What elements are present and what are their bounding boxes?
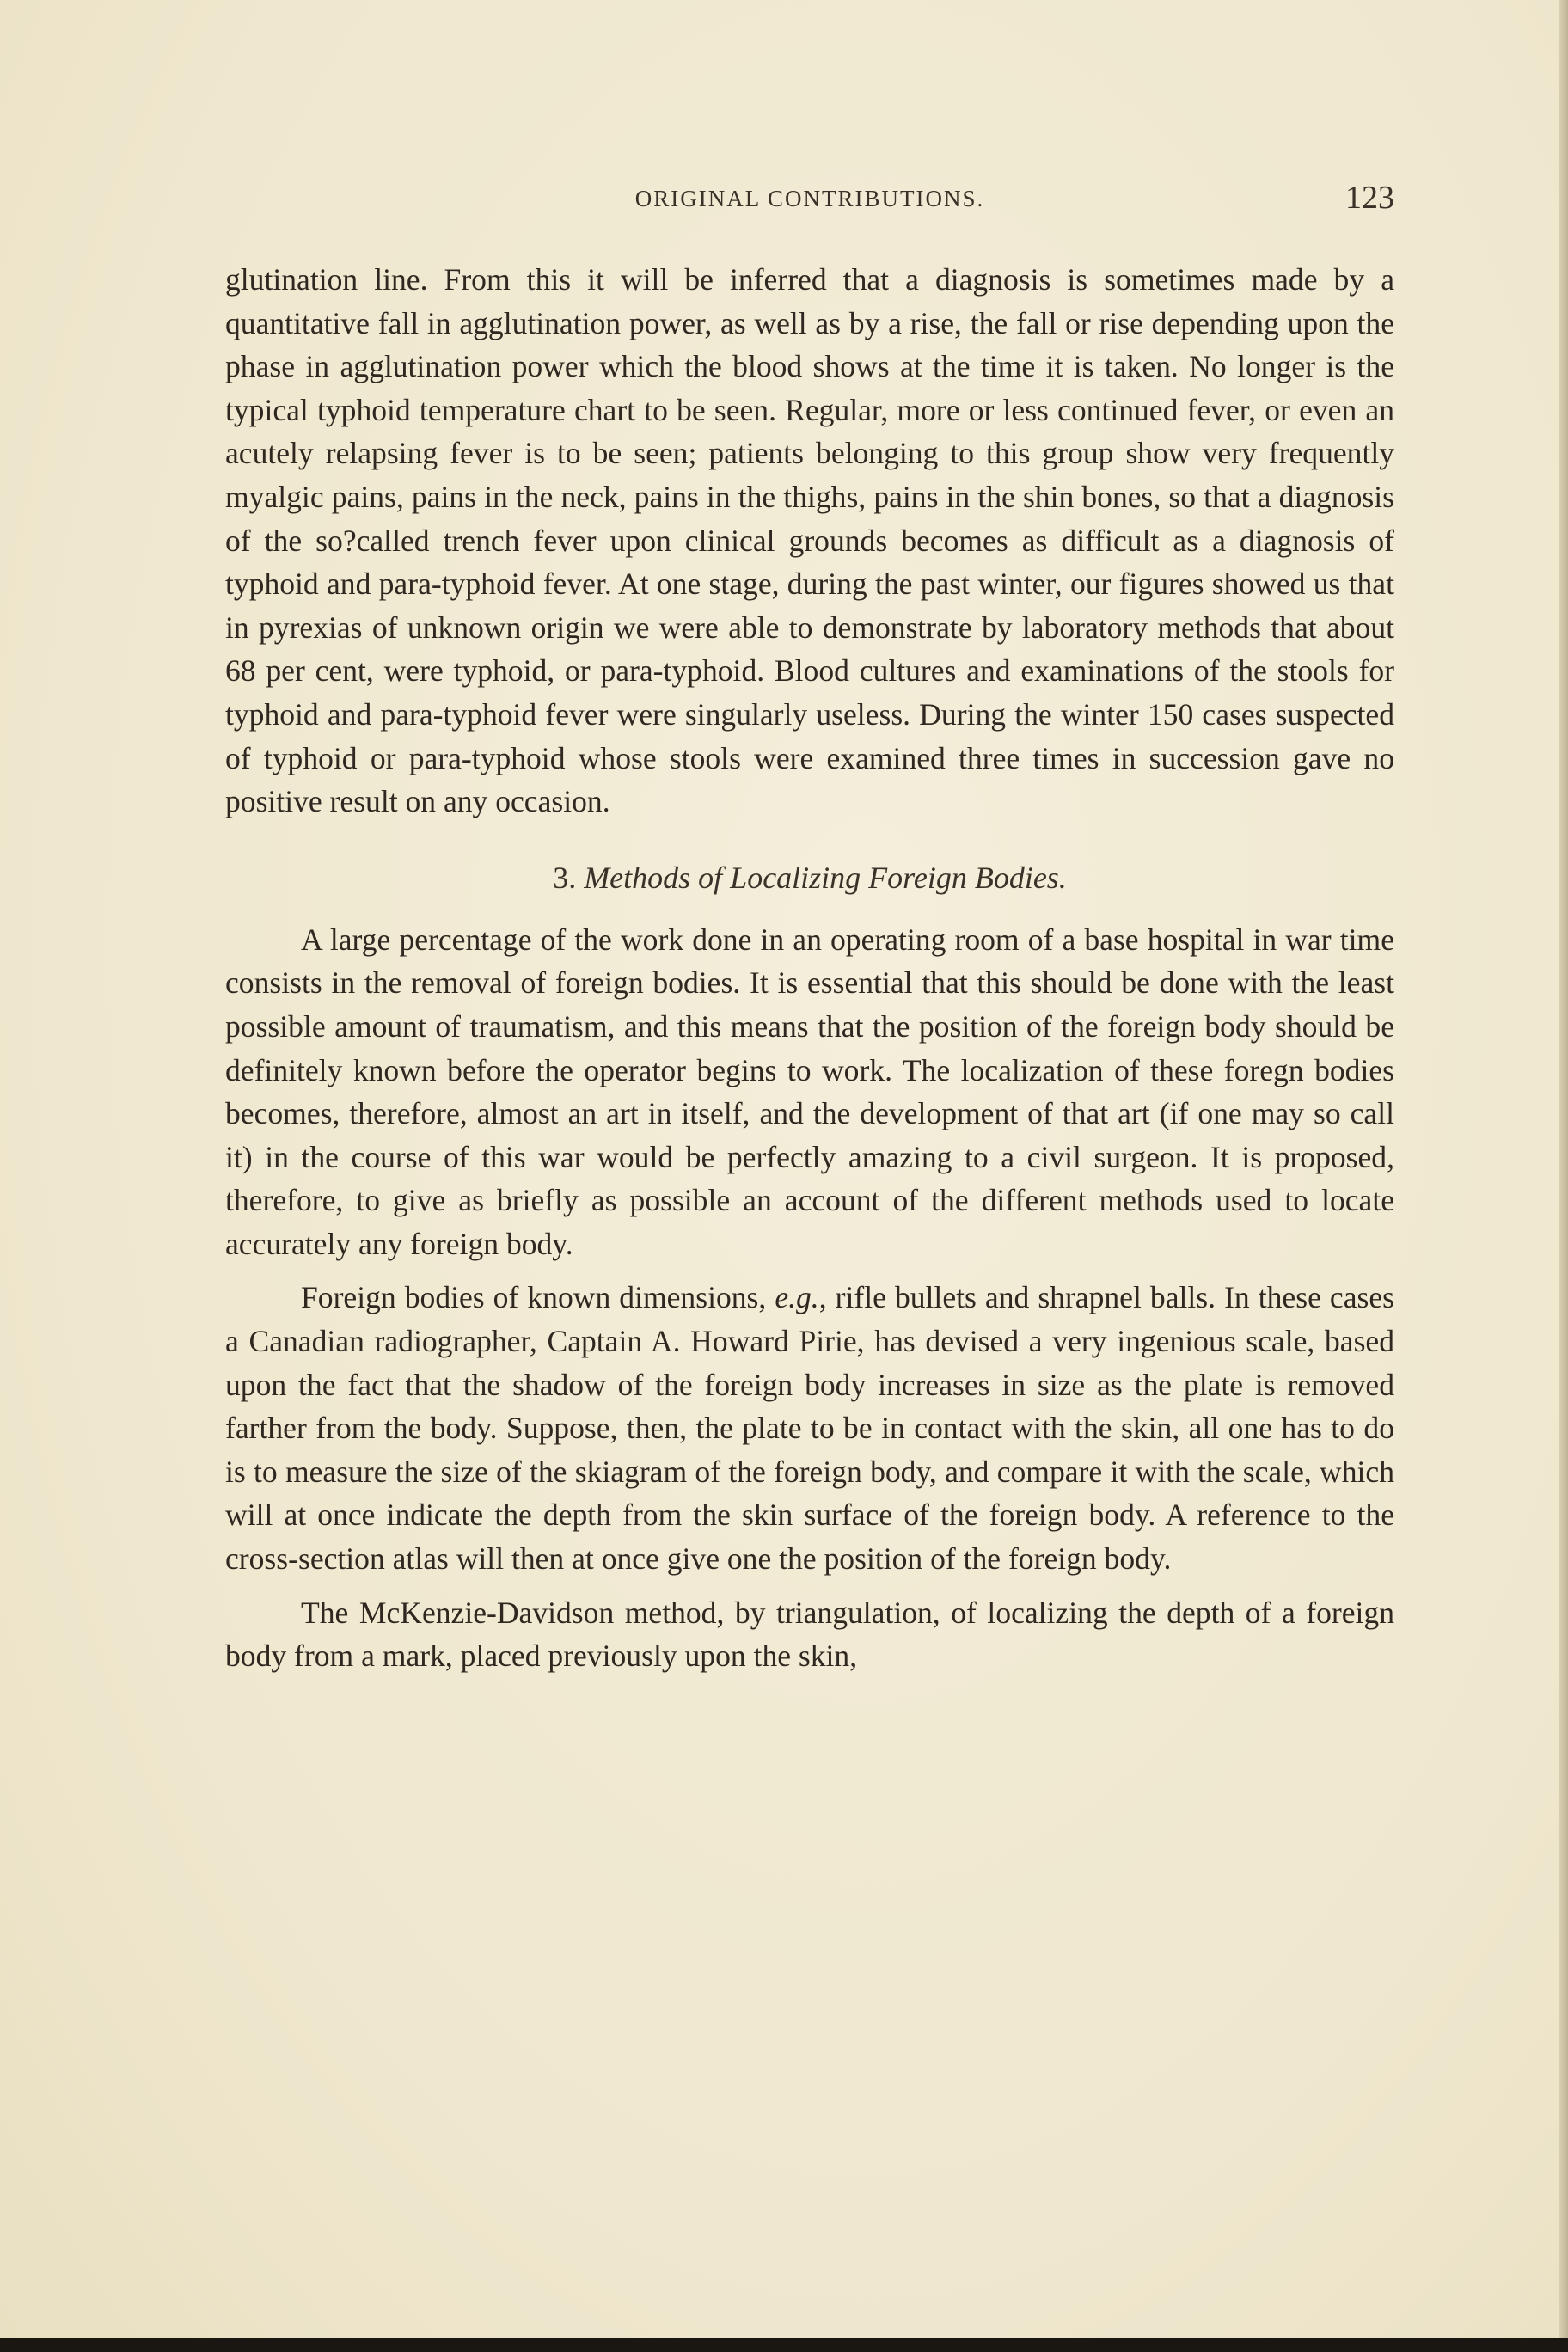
paragraph: A large percentage of the work done in an operating room of a base hospital in war time consists in the removal of foreign bodies. It is essential that this should be done with the least possible amount of traumatism, and this means that the position of the foreign body should be definitely known before the operator begins to work. The localization of these foregn bodies becomes, therefore, almost an art in itself, and the development of that art (if one may so call it) in the course of this war would be perfectly amazing to a civil surgeon. It is proposed, therefore, to give as briefly as possible an account of the different methods used to locate accurately any foreign body. (225, 922, 1394, 1261)
paragraph-italic-text: e.g. (775, 1280, 819, 1315)
paragraph-text: , rifle bullets and shrapnel balls. In these cases a Canadian radiographer, Captain A. Howard Pirie, has devised a very ingenious scale, based upon the fact that the shadow of the foreign body increases in size as the plate is removed farther from the body. Suppose, then, the plate to be in contact with the skin, all one has to do is to measure the size of the skiagram of the foreign body, and compare it with the scale, which will at once indicate the depth from the skin surface of the foreign body. A reference to the cross-section atlas will then at once give one the position of the foreign body. (225, 1280, 1394, 1577)
scan-border (0, 2338, 1568, 2352)
section-number: 3. (553, 860, 577, 895)
section-title: Methods of Localizing Foreign Bodies. (584, 860, 1067, 895)
page-header (225, 179, 1394, 230)
paragraph-text: Foreign bodies of known dimensions, (301, 1280, 775, 1315)
paragraph: The McKenzie-Davidson method, by triangulation, of localizing the depth of a foreign body from a mark, placed previously upon the skin, (225, 1595, 1394, 1674)
paragraph-continued: glutination line. From this it will be inferred that a diagnosis is sometimes made by a quantitative fall in agglutination power, as well as by a rise, the fall or rise depending upon the phase in agglutination power which the blood shows at the time it is taken. No longer is the typical typhoid temperature chart to be seen. Regular, more or less continued fever, or even an acutely relapsing fever is to be seen; patients belonging to this group show very frequently myalgic pains, pains in the neck, pains in the thighs, pains in the shin bones, so that a diagnosis of the so?called trench fever upon clinical grounds becomes as difficult as a diagnosis of typhoid and para-typhoid fever. At one stage, during the past winter, our figures showed us that in pyrexias of unknown origin we were able to demonstrate by laboratory methods that about 68 per cent, were typhoid, or para-typhoid. Blood cultures and examinations of the stools for typhoid and para-typhoid fever were singularly useless. During the winter 150 cases suspected of typhoid or para-typhoid whose stools were examined three times in succession gave no positive result on any occasion. (225, 262, 1394, 819)
body-text (225, 258, 1394, 1678)
page-edge (1559, 0, 1568, 2352)
section-heading (225, 856, 1394, 899)
running-head: ORIGINAL CONTRIBUTIONS. (634, 186, 985, 211)
paragraph (225, 1276, 1394, 1580)
page-number: 123 (1345, 180, 1394, 216)
